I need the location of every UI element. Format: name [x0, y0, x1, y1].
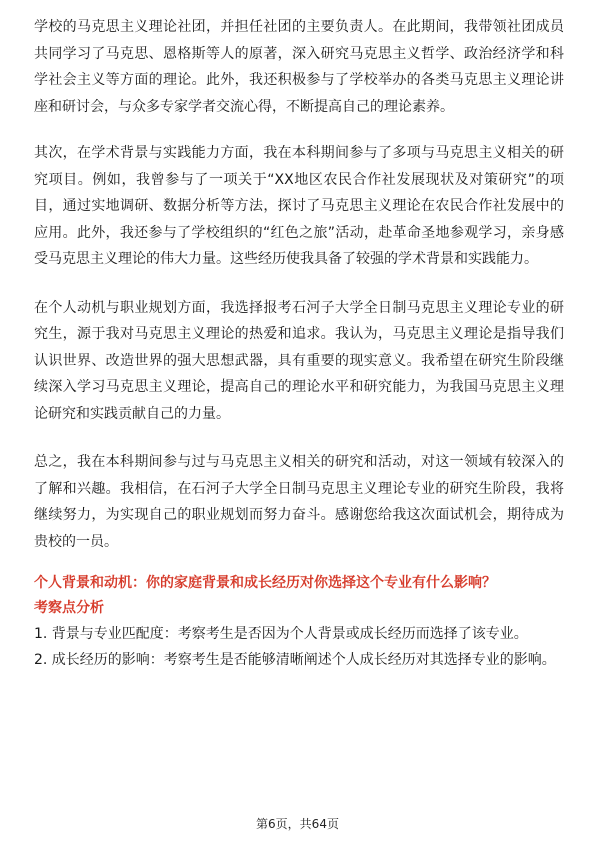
paragraph-conclusion: 总之，我在本科期间参与过与马克思主义相关的研究和活动，对这一领域有较深入的了解和兴趣。我相信，在石河子大学全日制马克思主义理论专业的研究生阶段，我将继续努力，为实现自己的职业规划而努力奋斗。感谢您给我这次面试机会，期待成为贵校的一员。: [34, 454, 564, 550]
paragraph-academic: 其次，在学术背景与实践能力方面，我在本科期间参与了多项与马克思主义相关的研究项目。例如，我曾参与了一项关于“XX地区农民合作社发展现状及对策研究”的项目，通过实地调研、数据分析等方法，探讨了马克思主义理论在农民合作社发展中的应用。此外，我还参与了学校组织的“红色之旅”活动，赴革命圣地参观学习，亲身感受马克思主义理论的伟大力量。这些经历使我具备了较强的学术背景和实践能力。: [34, 145, 564, 267]
analysis-item: 1. 背景与专业匹配度：考察考生是否因为个人背景或成长经历而选择了该专业。: [34, 626, 528, 642]
paragraph-club: 学校的马克思主义理论社团，并担任社团的主要负责人。在此期间，我带领社团成员共同学习了马克思、恩格斯等人的原著，深入研究马克思主义哲学、政治经济学和科学社会主义等方面的理论。此外，我还积极参与了学校举办的各类马克思主义理论讲座和研讨会，与众多专家学者交流心得，不断提高自己的理论素养。: [34, 19, 564, 115]
document-page: [34, 14, 564, 673]
interview-question: 个人背景和动机：你的家庭背景和成长经历对你选择这个专业有什么影响？: [34, 575, 496, 591]
analysis-heading: 考察点分析: [34, 600, 104, 616]
analysis-item: 2. 成长经历的影响：考察考生是否能够清晰阐述个人成长经历对其选择专业的影响。: [34, 652, 556, 668]
page-number-footer: 第6页，共64页: [256, 817, 339, 831]
paragraph-motivation: 在个人动机与职业规划方面，我选择报考石河子大学全日制马克思主义理论专业的研究生，源于我对马克思主义理论的热爱和追求。我认为，马克思主义理论是指导我们认识世界、改造世界的强大思想武器，具有重要的现实意义。我希望在研究生阶段继续深入学习马克思主义理论，提高自己的理论水平和研究能力，为我国马克思主义理论研究和实践贡献自己的力量。: [34, 299, 564, 422]
